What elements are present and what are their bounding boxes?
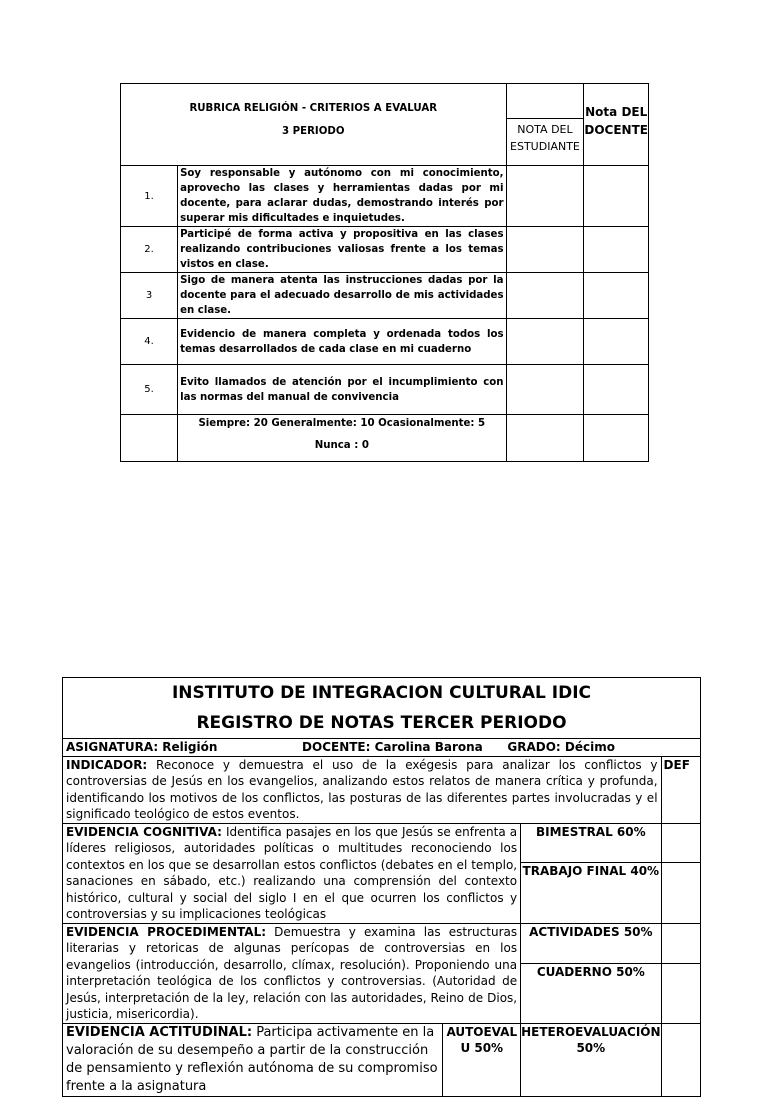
teacher-grade-cell[interactable] bbox=[584, 365, 649, 415]
procedural-evidence-cell bbox=[63, 923, 521, 1023]
rubric-title-cell bbox=[121, 84, 507, 166]
student-grade-cell[interactable] bbox=[506, 227, 584, 273]
criterion-text: Evidencio de manera completa y ordenada todos los temas desarrollados de cada clase en mi cuaderno bbox=[178, 319, 506, 365]
bimestral-grade-cell[interactable] bbox=[661, 823, 700, 863]
criterion-number: 3 bbox=[121, 273, 178, 319]
final-work-label: TRABAJO FINAL 40% bbox=[521, 863, 661, 923]
scale-line-1: Siempre: 20 Generalmente: 10 Ocasionalmente: 5 bbox=[198, 418, 486, 429]
attitudinal-text: Participa activamente en la valoración de su desempeño a partir de la construcción de pensamiento y reflexión autónoma de su compromiso frente a la asignatura bbox=[66, 1024, 438, 1094]
grading-scale bbox=[178, 415, 506, 462]
attitudinal-evidence-cell bbox=[63, 1023, 443, 1096]
notebook-grade-cell[interactable] bbox=[661, 964, 700, 1023]
attitudinal-label: EVIDENCIA ACTITUDINAL: bbox=[66, 1024, 253, 1040]
subject-label: ASIGNATURA: Religión bbox=[66, 740, 218, 754]
student-grade-cell[interactable] bbox=[506, 319, 584, 365]
teacher-grade-header: Nota DEL DOCENTE bbox=[584, 84, 649, 166]
teacher-grade-cell[interactable] bbox=[584, 273, 649, 319]
student-grade-cell[interactable] bbox=[506, 365, 584, 415]
attitudinal-grade-cell[interactable] bbox=[661, 1023, 700, 1096]
autoeval-label: AUTOEVAL U 50% bbox=[443, 1023, 521, 1096]
teacher-label: DOCENTE: Carolina Barona bbox=[302, 740, 483, 754]
procedural-label: EVIDENCIA PROCEDIMENTAL: bbox=[66, 924, 267, 939]
cognitive-label: EVIDENCIA COGNITIVA: bbox=[66, 824, 222, 839]
register-meta-row bbox=[63, 739, 701, 757]
criterion-number: 2. bbox=[121, 227, 178, 273]
indicator-text: Reconoce y demuestra el uso de la exégesis para analizar los conflictos y controversias de Jesús en los evangelios, analizando estos relatos de manera crítica y profunda, identificando los motivos de los conflictos, las posturas de las diferentes partes involucradas y el significado teológico de estos eventos. bbox=[66, 757, 658, 821]
criterion-number: 4. bbox=[121, 319, 178, 365]
grade-label: GRADO: Décimo bbox=[507, 740, 615, 754]
cognitive-text: Identifica pasajes en los que Jesús se enfrenta a líderes religiosos, autoridades políticas o multitudes reconociendo los contextos en los que se desarrollan estos conflictos (debates en el templo, sanaciones en sábado, etc.) realizando una comprensión del contexto histórico, cultural y social del siglo I en el que ocurren los conflictos y controversias y su implicaciones teológicas bbox=[66, 824, 518, 921]
criterion-number: 1. bbox=[121, 166, 178, 227]
register-header bbox=[63, 678, 701, 739]
student-grade-cell[interactable] bbox=[506, 273, 584, 319]
register-title: REGISTRO DE NOTAS TERCER PERIODO bbox=[196, 713, 567, 733]
institute-name: INSTITUTO DE INTEGRACION CULTURAL IDIC bbox=[171, 683, 592, 703]
criterion-text: Soy responsable y autónomo con mi conocimiento, aprovecho las clases y herramientas dadas por mi docente, para aclarar dudas, demostrando interés por superar mis dificultades e inquietudes. bbox=[178, 166, 506, 227]
final-work-grade-cell[interactable] bbox=[661, 863, 700, 923]
student-total-cell[interactable] bbox=[506, 415, 584, 462]
rubric-period: 3 PERIODO bbox=[282, 126, 345, 137]
rubric-table bbox=[120, 83, 649, 462]
scale-empty-cell bbox=[121, 415, 178, 462]
indicator-label: INDICADOR: bbox=[66, 757, 148, 772]
teacher-total-cell[interactable] bbox=[584, 415, 649, 462]
procedural-text: Demuestra y examina las estructuras literarias y retoricas de algunas perícopas de controversias en los evangelios (introducción, desarrollo, clímax, resolución). Proponiendo una interpretación teológica de los conflictos y controversias. (Autoridad de Jesús, interpretación de la ley, relación con las autoridades, Reino de Dios, justicia, misericordia). bbox=[66, 924, 518, 1021]
grade-register-table bbox=[62, 677, 701, 1097]
criterion-text: Participé de forma activa y propositiva en las clases realizando contribuciones valiosas frente a los temas vistos en clase. bbox=[178, 227, 506, 273]
indicator-cell bbox=[63, 756, 662, 823]
student-grade-header bbox=[506, 84, 584, 166]
cognitive-evidence-cell bbox=[63, 823, 521, 923]
teacher-grade-cell[interactable] bbox=[584, 227, 649, 273]
student-grade-label: NOTA DEL ESTUDIANTE bbox=[510, 123, 580, 153]
rubric-title: RUBRICA RELIGIÓN - CRITERIOS A EVALUAR bbox=[189, 103, 438, 114]
activities-label: ACTIVIDADES 50% bbox=[521, 923, 661, 964]
teacher-grade-cell[interactable] bbox=[584, 166, 649, 227]
activities-grade-cell[interactable] bbox=[661, 923, 700, 964]
teacher-grade-cell[interactable] bbox=[584, 319, 649, 365]
student-grade-cell[interactable] bbox=[506, 166, 584, 227]
scale-line-2: Nunca : 0 bbox=[314, 440, 369, 451]
criterion-text: Sigo de manera atenta las instrucciones dadas por la docente para el adecuado desarrollo de mis actividades en clase. bbox=[178, 273, 506, 319]
criterion-number: 5. bbox=[121, 365, 178, 415]
heteroeval-label: HETEROEVALUACIÓN 50% bbox=[521, 1023, 661, 1096]
bimestral-label: BIMESTRAL 60% bbox=[521, 823, 661, 863]
def-label: DEF bbox=[661, 756, 700, 823]
notebook-label: CUADERNO 50% bbox=[521, 964, 661, 1023]
criterion-text: Evito llamados de atención por el incumplimiento con las normas del manual de convivencia bbox=[178, 365, 506, 415]
